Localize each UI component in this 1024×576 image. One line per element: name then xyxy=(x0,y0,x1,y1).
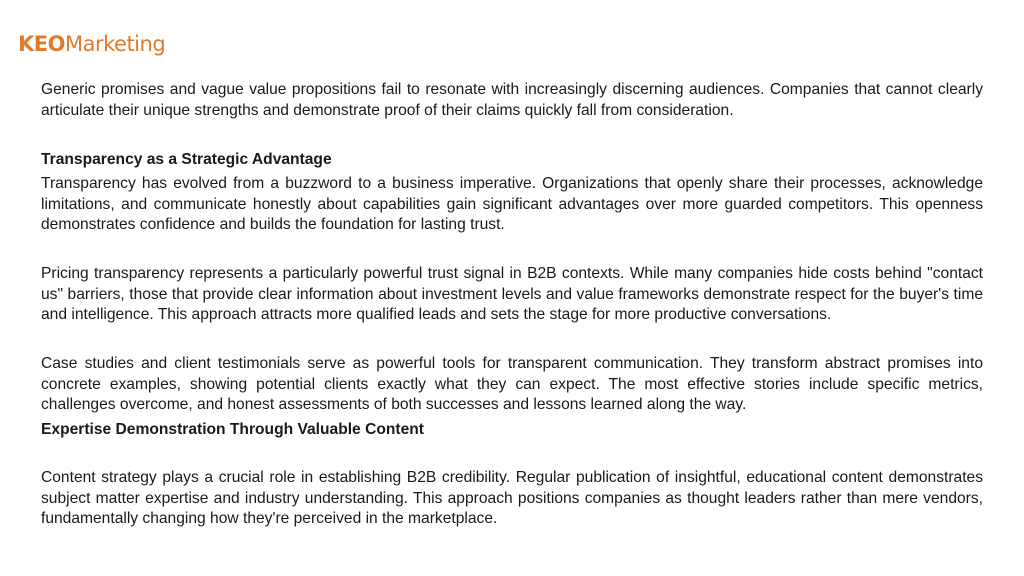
document-body xyxy=(41,80,983,530)
logo-strong-text: KEO xyxy=(18,32,65,56)
logo-light-text: Marketing xyxy=(64,32,166,56)
paragraph-intro: Generic promises and vague value propositions fail to resonate with increasingly discerning audiences. Companies that cannot clearly articulate their unique strengths and demonstrate proof of their claims quickly fall from consideration. xyxy=(41,81,983,119)
paragraph-content-strategy: Content strategy plays a crucial role in establishing B2B credibility. Regular publication of insightful, educational content demonstrates subject matter expertise and industry understanding. This approach positions companies as thought leaders rather than mere vendors, fundamentally changing how they're perceived in the marketplace. xyxy=(41,469,983,527)
heading-expertise: Expertise Demonstration Through Valuable Content xyxy=(41,420,424,438)
keo-marketing-logo xyxy=(18,31,165,57)
paragraph-transparency: Transparency has evolved from a buzzword to a business imperative. Organizations that openly share their processes, acknowledge limitations, and communicate honestly about capabilities gain significant advantages over more guarded competitors. This openness demonstrates confidence and builds the foundation for lasting trust. xyxy=(41,175,983,233)
paragraph-pricing: Pricing transparency represents a particularly powerful trust signal in B2B contexts. While many companies hide costs behind "contact us" barriers, those that provide clear information about investment levels and value frameworks demonstrate respect for the buyer's time and intelligence. This approach attracts more qualified leads and sets the stage for more productive conversations. xyxy=(41,265,983,323)
paragraph-case-studies: Case studies and client testimonials serve as powerful tools for transparent communication. They transform abstract promises into concrete examples, showing potential clients exactly what they can expect. The most effective stories include specific metrics, challenges overcome, and honest assessments of both successes and lessons learned along the way. xyxy=(41,355,983,413)
heading-transparency: Transparency as a Strategic Advantage xyxy=(41,150,332,168)
